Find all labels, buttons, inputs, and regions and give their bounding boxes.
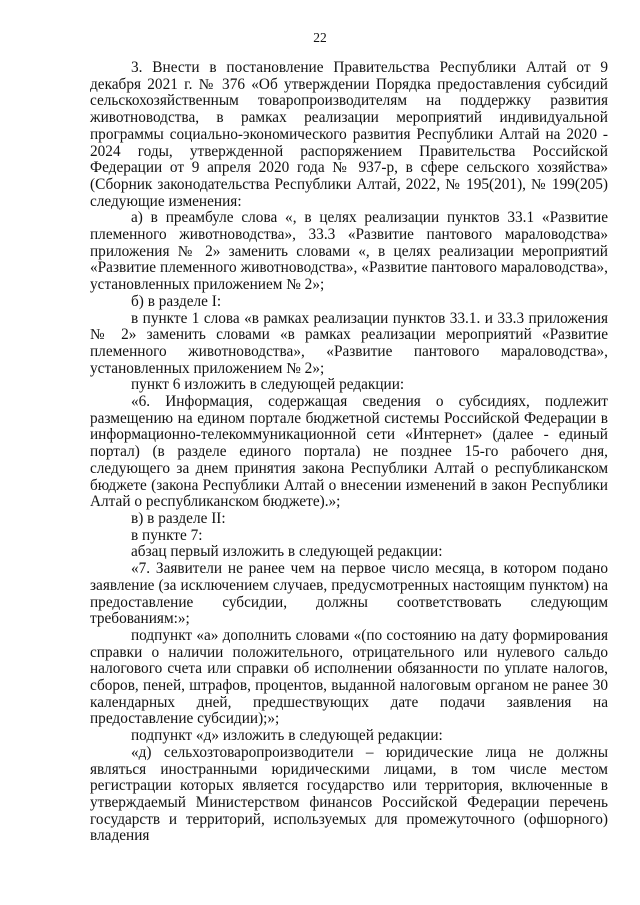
paragraph-subpoint-d-text: «д) сельхозтоваропроизводители – юридические лица не должны являться иностранными юридическими лицами, в том числе местом регистрации которых является государство или территория, включенные в утверждаемый Министерством финансов Российской Федерации перечень государств и территорий, используемых для промежуточного (офшорного) владения [90,743,608,845]
paragraph-point-6-heading: пункт 6 изложить в следующей редакции: [131,376,405,394]
paragraph-preamble-change: а) в преамбуле слова «, в целях реализации пунктов 33.1 «Развитие племенного животноводства», 33.3 «Развитие пантового мараловодства» приложения № 2» заменить словами «, в целях реализации мероприятий «Развитие племенного животноводства», «Развитие пантового мараловодства», установленных приложением № 2»; [90,209,608,294]
paragraph-point-1-change: в пункте 1 слова «в рамках реализации пунктов 33.1. и 33.3 приложения № 2» заменить словами «в рамках реализации мероприятий «Развитие племенного животноводства», «Развитие пантового мараловодства», установленных приложением № 2»; [90,309,608,377]
paragraph-section-2-heading: в) в разделе II: [131,509,226,527]
paragraph-point-7-text: «7. Заявители не ранее чем на первое число месяца, в котором подано заявление (за исключением случаев, предусмотренных настоящим пунктом) на предоставление субсидии, должны соответствовать следующим требованиям:»; [90,560,608,628]
document-body [90,60,608,845]
paragraph-amendment-intro: 3. Внести в постановление Правительства Республики Алтай от 9 декабря 2021 г. № 376 «Об утверждении Порядка предоставления субсидий сельскохозяйственным товаропроизводителям на поддержку развития животноводства, в рамках реализации мероприятий индивидуальной программы социально-экономического развития Республики Алтай на 2020 - 2024 годы, утвержденной распоряжением Правительства Российской Федерации от 9 апреля 2020 года № 937-р, в сфере сельского хозяйства» (Сборник законодательства Республики Алтай, 2022, № 195(201), № 199(205) следующие изменения: [90,59,608,210]
paragraph-subpoint-d-heading: подпункт «д» изложить в следующей редакции: [131,727,443,745]
paragraph-subpoint-a-change: подпункт «а» дополнить словами «(по состоянию на дату формирования справки о наличии положительного, отрицательного или нулевого сальдо налогового счета или справки об исполнении обязанности по уплате налогов, сборов, пеней, штрафов, процентов, выданной налоговым органом не ранее 30 календарных дней, предшествующих дате подачи заявления на предоставление субсидии);»; [90,626,608,728]
paragraph-section-1-heading: б) в разделе I: [131,292,222,310]
paragraph-point-7-heading: в пункте 7: [131,526,203,544]
paragraph-point-6-text: «6. Информация, содержащая сведения о субсидиях, подлежит размещению на едином портале бюджетной системы Российской Федерации в информационно-телекоммуникационной сети «Интернет» (далее - единый портал) (в разделе единого портала) не позднее 15-го рабочего дня, следующего за днем принятия закона Республики Алтай о республиканском бюджете (закона Республики Алтай о внесении изменений в закон Республики Алтай о республиканском бюджете).»; [90,393,608,511]
paragraph-first-abzac-heading: абзац первый изложить в следующей редакции: [131,543,443,561]
page-number: 22 [313,30,327,45]
